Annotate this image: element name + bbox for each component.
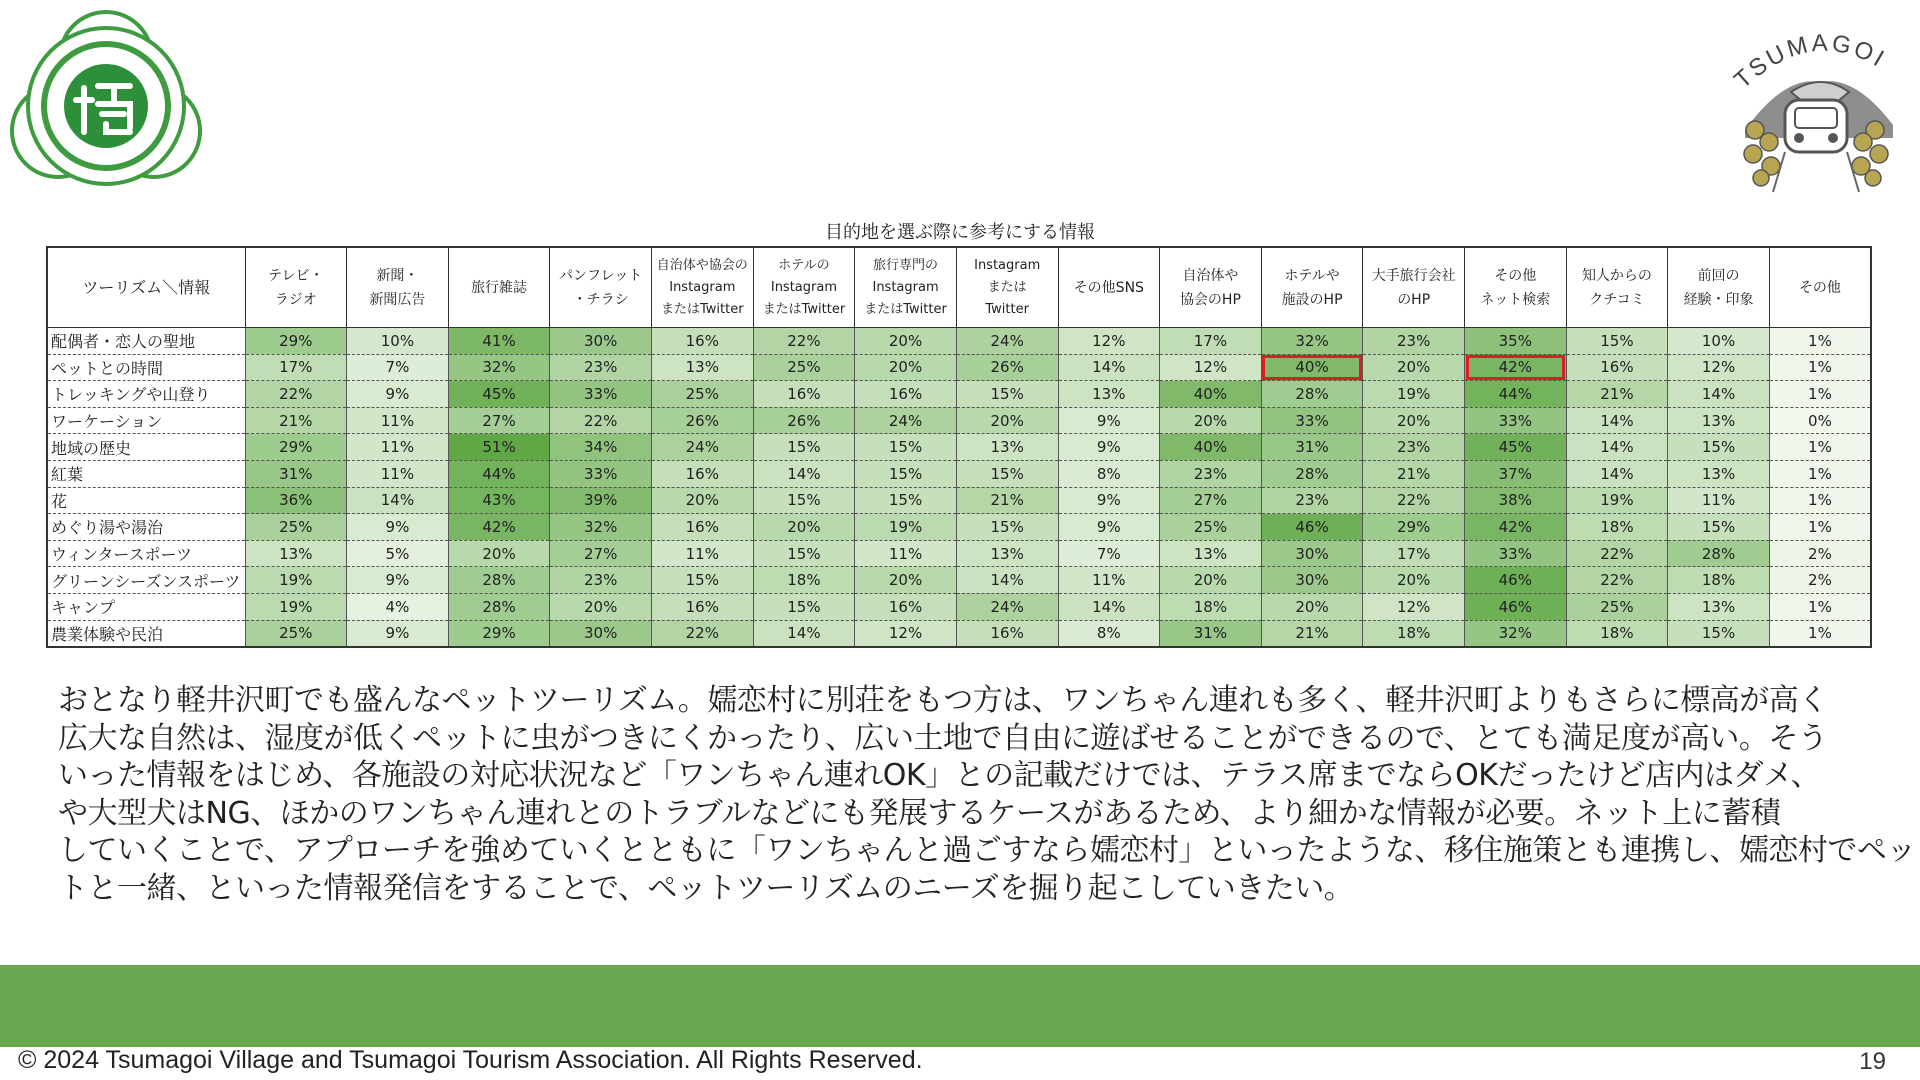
table-cell: 15% bbox=[753, 434, 855, 461]
table-cell: 9% bbox=[1058, 407, 1160, 434]
table-cell: 16% bbox=[956, 620, 1058, 647]
table-cell: 20% bbox=[652, 487, 754, 514]
table-cell: 46% bbox=[1261, 514, 1363, 541]
table-cell: 13% bbox=[1160, 540, 1262, 567]
table-cell: 28% bbox=[1668, 540, 1770, 567]
body-line: 広大な自然は、湿度が低くペットに虫がつきにくかったり、広い土地で自由に遊ばせることができるので、とても満足度が高い。そう bbox=[58, 720, 1828, 756]
table-cell: 29% bbox=[245, 434, 347, 461]
table-cell: 18% bbox=[1566, 514, 1668, 541]
table-cell: 12% bbox=[1363, 593, 1465, 620]
table-cell: 13% bbox=[956, 540, 1058, 567]
table-cell: 16% bbox=[652, 514, 754, 541]
table-cell: 15% bbox=[855, 460, 957, 487]
table-cell: 9% bbox=[347, 381, 449, 408]
table-cell: 22% bbox=[1566, 567, 1668, 594]
column-header: 知人からの クチコミ bbox=[1566, 247, 1668, 328]
table-cell: 16% bbox=[652, 460, 754, 487]
table-cell: 13% bbox=[956, 434, 1058, 461]
column-header: 新聞・ 新聞広告 bbox=[347, 247, 449, 328]
column-header: 大手旅行会社 のHP bbox=[1363, 247, 1465, 328]
table-cell: 8% bbox=[1058, 620, 1160, 647]
table-cell: 1% bbox=[1769, 487, 1871, 514]
table-cell: 17% bbox=[1160, 328, 1262, 355]
table-row bbox=[47, 487, 1871, 514]
table-cell: 25% bbox=[1160, 514, 1262, 541]
table-cell: 22% bbox=[753, 328, 855, 355]
table-cell: 1% bbox=[1769, 354, 1871, 381]
table-cell: 1% bbox=[1769, 593, 1871, 620]
table-cell: 17% bbox=[1363, 540, 1465, 567]
row-label: 配偶者・恋人の聖地 bbox=[47, 328, 245, 355]
table-cell: 22% bbox=[245, 381, 347, 408]
table-cell: 30% bbox=[1261, 540, 1363, 567]
table-cell: 45% bbox=[448, 381, 550, 408]
table-cell: 39% bbox=[550, 487, 652, 514]
table-cell: 5% bbox=[347, 540, 449, 567]
body-line: トと一緒、といった情報発信をすることで、ペットツーリズムのニーズを掘り起こしていきたい。 bbox=[58, 870, 1354, 906]
table-cell: 9% bbox=[1058, 514, 1160, 541]
table-cell: 20% bbox=[1160, 407, 1262, 434]
table-cell: 20% bbox=[1261, 593, 1363, 620]
table-cell: 18% bbox=[1668, 567, 1770, 594]
table-cell: 21% bbox=[1363, 460, 1465, 487]
table-cell: 40% bbox=[1160, 381, 1262, 408]
table-cell: 27% bbox=[448, 407, 550, 434]
table-cell: 13% bbox=[1668, 407, 1770, 434]
table-cell: 15% bbox=[753, 593, 855, 620]
footer-band bbox=[0, 965, 1920, 1047]
row-label: キャンプ bbox=[47, 593, 245, 620]
table-cell: 22% bbox=[1363, 487, 1465, 514]
table-cell: 18% bbox=[1566, 620, 1668, 647]
table-cell: 12% bbox=[1058, 328, 1160, 355]
column-header: 旅行専門の Instagram またはTwitter bbox=[855, 247, 957, 328]
body-line: いった情報をはじめ、各施設の対応状況など「ワンちゃん連れOK」との記載だけでは、テラス席までならOKだったけど店内はダメ、 bbox=[58, 758, 1821, 793]
table-row bbox=[47, 620, 1871, 647]
table-cell: 29% bbox=[245, 328, 347, 355]
table-cell: 24% bbox=[956, 328, 1058, 355]
table-cell: 37% bbox=[1465, 460, 1567, 487]
table-row bbox=[47, 328, 1871, 355]
table-cell: 23% bbox=[550, 354, 652, 381]
table-cell: 2% bbox=[1769, 567, 1871, 594]
table-cell: 7% bbox=[347, 354, 449, 381]
table-cell: 14% bbox=[1668, 381, 1770, 408]
table-body bbox=[47, 328, 1871, 648]
tsumagoi-brand-logo bbox=[1725, 20, 1905, 195]
table-cell: 9% bbox=[347, 514, 449, 541]
table-cell: 19% bbox=[1363, 381, 1465, 408]
table-row bbox=[47, 354, 1871, 381]
table-cell: 35% bbox=[1465, 328, 1567, 355]
table-row bbox=[47, 434, 1871, 461]
table-cell: 28% bbox=[448, 593, 550, 620]
table-cell: 23% bbox=[1363, 434, 1465, 461]
table-cell: 42% bbox=[1465, 514, 1567, 541]
table-cell: 16% bbox=[652, 328, 754, 355]
column-header: ホテルや 施設のHP bbox=[1261, 247, 1363, 328]
table-cell: 29% bbox=[448, 620, 550, 647]
table-cell: 24% bbox=[652, 434, 754, 461]
table-cell: 14% bbox=[1566, 460, 1668, 487]
table-cell: 11% bbox=[347, 407, 449, 434]
info-source-table bbox=[46, 246, 1872, 648]
table-cell: 18% bbox=[1363, 620, 1465, 647]
table-cell: 25% bbox=[1566, 593, 1668, 620]
table-cell: 11% bbox=[855, 540, 957, 567]
table-cell: 20% bbox=[1363, 354, 1465, 381]
table-cell: 15% bbox=[956, 460, 1058, 487]
table-cell: 15% bbox=[753, 487, 855, 514]
table-cell: 18% bbox=[1160, 593, 1262, 620]
table-cell: 40% bbox=[1160, 434, 1262, 461]
table-cell: 15% bbox=[855, 487, 957, 514]
table-cell: 4% bbox=[347, 593, 449, 620]
body-line: していくことで、アプローチを強めていくとともに「ワンちゃんと過ごすなら嬬恋村」といったような、移住施策とも連携し、嬬恋村でペッ bbox=[58, 833, 1916, 868]
row-label: めぐり湯や湯治 bbox=[47, 514, 245, 541]
table-cell: 30% bbox=[550, 620, 652, 647]
table-cell: 23% bbox=[1363, 328, 1465, 355]
table-cell: 32% bbox=[448, 354, 550, 381]
table-cell: 11% bbox=[1668, 487, 1770, 514]
table-cell: 26% bbox=[652, 407, 754, 434]
table-cell: 1% bbox=[1769, 328, 1871, 355]
table-cell: 27% bbox=[550, 540, 652, 567]
table-cell: 13% bbox=[652, 354, 754, 381]
table-cell: 13% bbox=[245, 540, 347, 567]
table-cell: 24% bbox=[855, 407, 957, 434]
table-cell: 9% bbox=[347, 620, 449, 647]
table-cell: 15% bbox=[1668, 434, 1770, 461]
table-cell: 23% bbox=[1261, 487, 1363, 514]
table-cell: 15% bbox=[855, 434, 957, 461]
table-cell: 21% bbox=[1261, 620, 1363, 647]
column-header: ホテルの Instagram またはTwitter bbox=[753, 247, 855, 328]
table-cell: 15% bbox=[1668, 514, 1770, 541]
tsumagoi-brand-text: TSUMAGOI bbox=[1729, 29, 1891, 95]
table-row bbox=[47, 460, 1871, 487]
table-cell: 31% bbox=[1261, 434, 1363, 461]
table-cell: 33% bbox=[1465, 407, 1567, 434]
table-cell: 21% bbox=[1566, 381, 1668, 408]
table-cell: 21% bbox=[956, 487, 1058, 514]
table-cell: 15% bbox=[956, 514, 1058, 541]
table-cell: 23% bbox=[1160, 460, 1262, 487]
page-number: 19 bbox=[1859, 1048, 1886, 1075]
table-cell: 16% bbox=[855, 593, 957, 620]
table-cell: 26% bbox=[956, 354, 1058, 381]
table-cell: 18% bbox=[753, 567, 855, 594]
column-header: テレビ・ ラジオ bbox=[245, 247, 347, 328]
table-cell: 22% bbox=[1566, 540, 1668, 567]
table-cell: 14% bbox=[347, 487, 449, 514]
table-cell: 22% bbox=[550, 407, 652, 434]
table-cell: 13% bbox=[1668, 593, 1770, 620]
column-header: 旅行雑誌 bbox=[448, 247, 550, 328]
table-cell: 12% bbox=[855, 620, 957, 647]
column-header: 自治体や協会の Instagram またはTwitter bbox=[652, 247, 754, 328]
table-cell: 19% bbox=[855, 514, 957, 541]
table-cell: 15% bbox=[652, 567, 754, 594]
body-line: や大型犬はNG、ほかのワンちゃん連れとのトラブルなどにも発展するケースがあるため、より細かな情報が必要。ネット上に蓄積 bbox=[58, 795, 1781, 831]
table-cell: 16% bbox=[855, 381, 957, 408]
table-cell: 11% bbox=[1058, 567, 1160, 594]
table-cell: 12% bbox=[1668, 354, 1770, 381]
table-cell: 33% bbox=[1465, 540, 1567, 567]
table-cell: 21% bbox=[245, 407, 347, 434]
table-cell: 30% bbox=[1261, 567, 1363, 594]
table-cell: 14% bbox=[1566, 407, 1668, 434]
table-cell: 28% bbox=[448, 567, 550, 594]
table-cell: 29% bbox=[1363, 514, 1465, 541]
table-cell: 32% bbox=[1261, 328, 1363, 355]
table-cell: 9% bbox=[1058, 487, 1160, 514]
table-cell: 11% bbox=[347, 434, 449, 461]
column-header: その他SNS bbox=[1058, 247, 1160, 328]
table-cell: 15% bbox=[1668, 620, 1770, 647]
table-cell: 42% bbox=[1465, 354, 1567, 381]
table-cell: 20% bbox=[956, 407, 1058, 434]
table-cell: 20% bbox=[1363, 567, 1465, 594]
table-cell: 31% bbox=[1160, 620, 1262, 647]
row-label: 地域の歴史 bbox=[47, 434, 245, 461]
table-cell: 45% bbox=[1465, 434, 1567, 461]
table-cell: 16% bbox=[652, 593, 754, 620]
table-cell: 20% bbox=[855, 328, 957, 355]
table-cell: 12% bbox=[1160, 354, 1262, 381]
column-header: 自治体や 協会のHP bbox=[1160, 247, 1262, 328]
table-cell: 8% bbox=[1058, 460, 1160, 487]
table-cell: 27% bbox=[1160, 487, 1262, 514]
column-header: 前回の 経験・印象 bbox=[1668, 247, 1770, 328]
table-cell: 34% bbox=[550, 434, 652, 461]
column-header: その他 ネット検索 bbox=[1465, 247, 1567, 328]
table-row bbox=[47, 593, 1871, 620]
table-cell: 32% bbox=[1465, 620, 1567, 647]
village-emblem-logo bbox=[6, 6, 206, 206]
table-row bbox=[47, 381, 1871, 408]
table-cell: 14% bbox=[1058, 354, 1160, 381]
table-cell: 19% bbox=[245, 593, 347, 620]
table-cell: 33% bbox=[550, 381, 652, 408]
table-cell: 25% bbox=[652, 381, 754, 408]
row-label: ウィンタースポーツ bbox=[47, 540, 245, 567]
table-cell: 19% bbox=[245, 567, 347, 594]
column-header: パンフレット ・チラシ bbox=[550, 247, 652, 328]
table-cell: 1% bbox=[1769, 381, 1871, 408]
table-cell: 25% bbox=[245, 620, 347, 647]
table-cell: 17% bbox=[245, 354, 347, 381]
table-cell: 43% bbox=[448, 487, 550, 514]
column-header: Instagram または Twitter bbox=[956, 247, 1058, 328]
table-cell: 15% bbox=[1566, 328, 1668, 355]
table-cell: 25% bbox=[245, 514, 347, 541]
table-title: 目的地を選ぶ際に参考にする情報 bbox=[825, 222, 1095, 243]
table-cell: 24% bbox=[956, 593, 1058, 620]
table-cell: 25% bbox=[753, 354, 855, 381]
row-label: トレッキングや山登り bbox=[47, 381, 245, 408]
table-cell: 15% bbox=[753, 540, 855, 567]
row-label: グリーンシーズンスポーツ bbox=[47, 567, 245, 594]
table-cell: 2% bbox=[1769, 540, 1871, 567]
row-label: 農業体験や民泊 bbox=[47, 620, 245, 647]
table-cell: 40% bbox=[1261, 354, 1363, 381]
table-header-row bbox=[47, 247, 1871, 328]
table-cell: 14% bbox=[1566, 434, 1668, 461]
table-cell: 7% bbox=[1058, 540, 1160, 567]
copyright-text: © 2024 Tsumagoi Village and Tsumagoi Tourism Association. All Rights Reserved. bbox=[18, 1046, 923, 1074]
table-cell: 28% bbox=[1261, 381, 1363, 408]
table-cell: 20% bbox=[550, 593, 652, 620]
table-cell: 33% bbox=[1261, 407, 1363, 434]
table-cell: 31% bbox=[245, 460, 347, 487]
table-cell: 9% bbox=[347, 567, 449, 594]
body-line: おとなり軽井沢町でも盛んなペットツーリズム。嬬恋村に別荘をもつ方は、ワンちゃん連れも多く、軽井沢町よりもさらに標高が高く bbox=[58, 683, 1828, 718]
table-cell: 46% bbox=[1465, 567, 1567, 594]
table-cell: 26% bbox=[753, 407, 855, 434]
table-cell: 11% bbox=[347, 460, 449, 487]
table-cell: 1% bbox=[1769, 514, 1871, 541]
table-cell: 20% bbox=[1363, 407, 1465, 434]
table-cell: 14% bbox=[753, 620, 855, 647]
table-cell: 41% bbox=[448, 328, 550, 355]
table-row bbox=[47, 514, 1871, 541]
table-cell: 44% bbox=[448, 460, 550, 487]
table-cell: 13% bbox=[1668, 460, 1770, 487]
table-cell: 20% bbox=[448, 540, 550, 567]
table-cell: 0% bbox=[1769, 407, 1871, 434]
table-cell: 9% bbox=[1058, 434, 1160, 461]
table-cell: 20% bbox=[855, 567, 957, 594]
table-row bbox=[47, 540, 1871, 567]
table-cell: 15% bbox=[956, 381, 1058, 408]
table-cell: 38% bbox=[1465, 487, 1567, 514]
table-cell: 1% bbox=[1769, 434, 1871, 461]
row-label: 紅葉 bbox=[47, 460, 245, 487]
table-cell: 33% bbox=[550, 460, 652, 487]
table-cell: 19% bbox=[1566, 487, 1668, 514]
table-cell: 32% bbox=[550, 514, 652, 541]
table-cell: 13% bbox=[1058, 381, 1160, 408]
corner-header: ツーリズム＼情報 bbox=[47, 247, 245, 328]
table-cell: 11% bbox=[652, 540, 754, 567]
row-label: ペットとの時間 bbox=[47, 354, 245, 381]
table-cell: 16% bbox=[1566, 354, 1668, 381]
table-row bbox=[47, 407, 1871, 434]
table-cell: 20% bbox=[753, 514, 855, 541]
table-cell: 1% bbox=[1769, 460, 1871, 487]
table-cell: 36% bbox=[245, 487, 347, 514]
row-label: ワーケーション bbox=[47, 407, 245, 434]
table-cell: 10% bbox=[1668, 328, 1770, 355]
table-cell: 14% bbox=[956, 567, 1058, 594]
table-cell: 20% bbox=[855, 354, 957, 381]
table-cell: 22% bbox=[652, 620, 754, 647]
table-cell: 1% bbox=[1769, 620, 1871, 647]
table-cell: 44% bbox=[1465, 381, 1567, 408]
table-cell: 23% bbox=[550, 567, 652, 594]
column-header: その他 bbox=[1769, 247, 1871, 328]
table-cell: 16% bbox=[753, 381, 855, 408]
table-cell: 14% bbox=[753, 460, 855, 487]
table-row bbox=[47, 567, 1871, 594]
table-cell: 14% bbox=[1058, 593, 1160, 620]
row-label: 花 bbox=[47, 487, 245, 514]
body-text bbox=[58, 682, 1916, 907]
table-cell: 30% bbox=[550, 328, 652, 355]
table-cell: 42% bbox=[448, 514, 550, 541]
table-cell: 28% bbox=[1261, 460, 1363, 487]
table-cell: 20% bbox=[1160, 567, 1262, 594]
table-cell: 46% bbox=[1465, 593, 1567, 620]
table-cell: 10% bbox=[347, 328, 449, 355]
table-cell: 51% bbox=[448, 434, 550, 461]
